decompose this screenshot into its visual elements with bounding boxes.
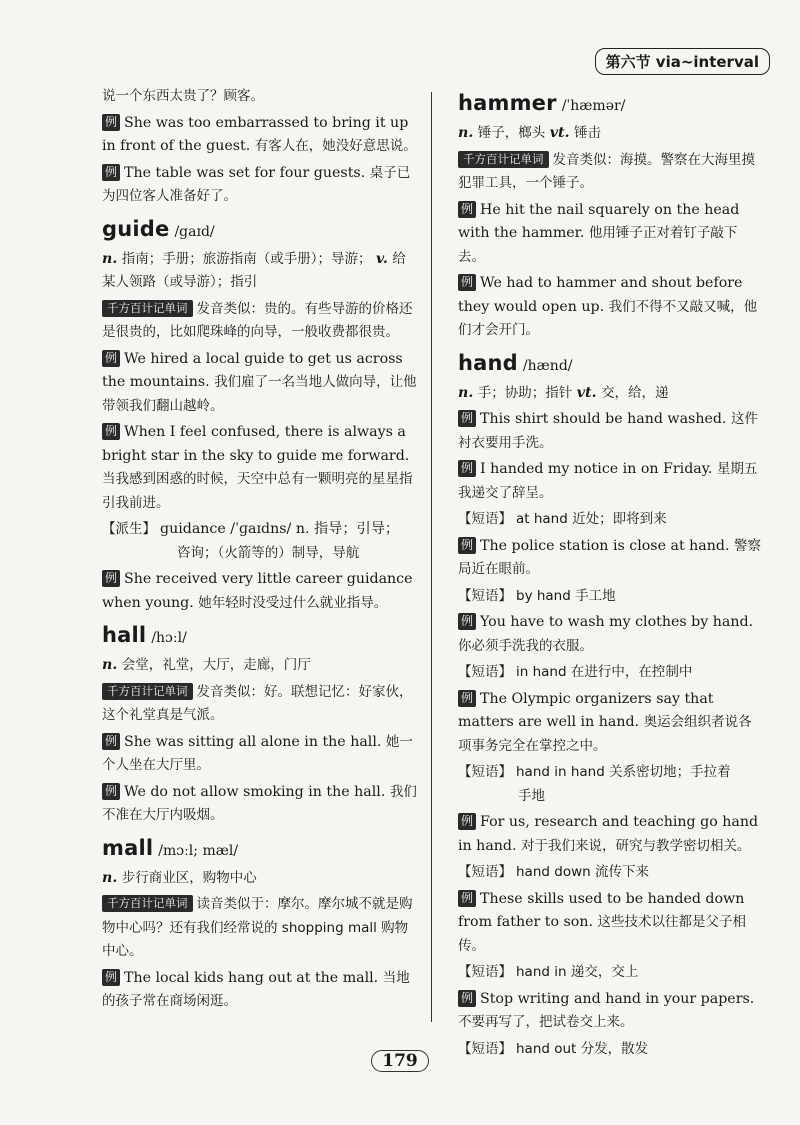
example-zh: 星期五我递交了辞呈。 (458, 461, 758, 501)
definition-line (458, 382, 764, 406)
example-tag: 例 (102, 114, 120, 131)
part-of-speech: n. (458, 125, 474, 141)
example-zh: 对于我们来说，研究与教学密切相关。 (521, 837, 751, 854)
mnemonic-text: 发音类似：好。联想记忆：好家伙，这个礼堂真是气派。 (102, 683, 413, 723)
example-block (458, 811, 764, 858)
example-block (458, 272, 764, 343)
derivative-block (102, 518, 417, 565)
example-tag: 例 (102, 783, 120, 800)
example-zh: 他用锤子正对着钉子敲下去。 (458, 225, 738, 265)
phrase-text: by hand 手工地 (516, 587, 616, 604)
example-zh: 你必须手洗我的衣服。 (458, 637, 593, 654)
example-zh: 这些技术以往都是父子相传。 (458, 914, 747, 954)
mnemonic-block (458, 149, 764, 196)
phrase-text: hand down 流传下来 (516, 864, 649, 880)
mnemonic-block (102, 298, 417, 345)
part-of-speech: vt. (549, 125, 570, 141)
example-tag: 例 (102, 423, 120, 440)
example-tag: 例 (102, 164, 120, 181)
example-tag: 例 (458, 201, 476, 218)
example-en: The local kids hang out at the mall. (124, 969, 379, 986)
derivative-text-cont: 咨询；（火箭等的）制导，导航 (177, 544, 360, 561)
example-zh: 不要再写了，把试卷交上来。 (458, 1014, 634, 1030)
phrase-block (458, 761, 764, 808)
example-en: The Olympic organizers say that matters are well in hand. (458, 690, 714, 730)
example-zh: 奥运会组织者说各项事务完全在掌控之中。 (458, 714, 752, 754)
phrase-tag: 【短语】 (458, 511, 512, 527)
example-block (102, 781, 417, 828)
example-tag: 例 (102, 570, 120, 587)
example-block (102, 348, 417, 419)
example-tag: 例 (458, 537, 476, 554)
mnemonic-block (102, 681, 417, 728)
derivative-text: guidance /ˈɡaɪdns/ n. 指导；引导； (160, 521, 400, 537)
mnemonic-tag: 千方百计记单词 (102, 895, 193, 912)
example-zh: 当我感到困惑的时候，天空中总有一颗明亮的星星指引我前进。 (102, 471, 413, 511)
example-block (102, 731, 417, 778)
example-block (458, 535, 764, 582)
definition: 会堂，礼堂，大厅，走廊，门厅 (121, 657, 311, 673)
part-of-speech: n. (102, 869, 118, 886)
example-en: We had to hammer and shout before they would open up. (458, 275, 743, 315)
phrase-text: hand in hand 关系密切地；手拉着 (516, 764, 731, 780)
example-tag: 例 (458, 613, 476, 630)
definition-line (102, 248, 417, 295)
example-tag: 例 (458, 274, 476, 291)
entry-mall (102, 834, 417, 1014)
headword: hand (458, 350, 518, 375)
part-of-speech: n. (458, 384, 474, 401)
phrase-block (458, 661, 764, 685)
section-header: 第六节 via~interval (595, 48, 770, 75)
example-tag: 例 (458, 990, 476, 1007)
column-divider (431, 92, 432, 1022)
example-zh: 警察局近在眼前。 (458, 537, 761, 577)
phrase-text: hand in 递交，交上 (516, 964, 639, 980)
entry-hand (458, 349, 764, 1062)
headword: guide (102, 216, 170, 241)
phonetic: /hɔːl/ (151, 630, 187, 646)
definition-line (102, 654, 417, 678)
left-column (102, 85, 417, 1017)
example-en: When I feel confused, there is always a bright star in the sky to guide me forward. (102, 424, 410, 464)
example-zh: 这件衬衣要用手洗。 (458, 411, 758, 451)
example-zh: 桌子已为四位客人准备好了。 (102, 164, 411, 204)
example-en: She was sitting all alone in the hall. (124, 733, 382, 750)
example-en: He hit the nail squarely on the head with the hammer. (458, 201, 740, 241)
example-tag: 例 (458, 410, 476, 427)
entry-hall (102, 621, 417, 828)
example-tag: 例 (102, 350, 120, 367)
headword: hall (102, 623, 147, 647)
phonetic: /hænd/ (522, 357, 573, 374)
example-en: This shirt should be hand washed. (480, 411, 727, 427)
example-zh: 她年轻时没受过什么就业指导。 (198, 594, 388, 611)
phrase-tag: 【短语】 (458, 864, 512, 880)
example-tag: 例 (458, 890, 476, 907)
mnemonic-tag: 千方百计记单词 (102, 300, 193, 317)
example-block (102, 162, 417, 209)
example-en: She was too embarrassed to bring it up in front of the guest. (102, 114, 409, 154)
example-zh: 我们雇了一名当地人做向导，让他带领我们翻山越岭。 (102, 374, 417, 414)
phrase-text: in hand 在进行中，在控制中 (516, 664, 693, 680)
example-block (102, 421, 417, 515)
headword: mall (102, 835, 154, 860)
right-column (458, 85, 764, 1064)
mnemonic-text: 读音类似于：摩尔。摩尔城不就是购物中心吗？还有我们经常说的 shopping mall 购物中心。 (102, 896, 413, 959)
example-block (458, 988, 764, 1035)
definition: 指南；手册；旅游指南（或手册）；导游； (121, 250, 372, 267)
example-block (102, 112, 417, 159)
example-en: We do not allow smoking in the hall. (124, 783, 386, 800)
example-tag: 例 (458, 690, 476, 707)
example-en: The table was set for four guests. (124, 164, 366, 181)
mnemonic-tag: 千方百计记单词 (458, 151, 549, 168)
phonetic: /gaɪd/ (174, 223, 215, 240)
example-zh: 有客人在，她没好意思说。 (254, 138, 417, 154)
phonetic: /mɔːl; mæl/ (158, 842, 239, 859)
example-block (102, 568, 417, 615)
example-block (102, 967, 417, 1014)
phrase-block (458, 585, 764, 609)
example-en: Stop writing and hand in your papers. (480, 990, 755, 1007)
example-en: These skills used to be handed down from father to son. (458, 890, 745, 930)
definition-line (458, 122, 764, 146)
phrase-tag: 【短语】 (458, 764, 512, 780)
example-tag: 例 (102, 969, 120, 986)
example-block (458, 199, 764, 270)
phrase-text-cont: 手地 (518, 787, 545, 804)
example-zh: 她一个人坐在大厅里。 (102, 733, 413, 773)
mnemonic-text: 发音类似：贵的。有些导游的价格还是很贵的，比如爬珠峰的向导，一般收费都很贵。 (102, 300, 413, 340)
example-tag: 例 (458, 813, 476, 830)
phrase-text: hand out 分发，散发 (516, 1040, 649, 1057)
phrase-tag: 【短语】 (458, 664, 512, 680)
example-block (458, 408, 764, 455)
headword: hammer (458, 91, 557, 115)
entry-hammer (458, 89, 764, 343)
entry-guide (102, 215, 417, 616)
page-number: 179 (371, 1050, 429, 1072)
mnemonic-tag: 千方百计记单词 (102, 683, 193, 700)
part-of-speech: n. (102, 657, 118, 673)
definition: 锤击 (574, 125, 602, 141)
example-en: We hired a local guide to get us across the mountains. (102, 350, 403, 390)
definition: 手；协助；指针 (477, 384, 573, 401)
phrase-tag: 【短语】 (458, 964, 512, 980)
definition: 锤子，榔头 (477, 125, 546, 141)
phrase-block (458, 961, 764, 985)
example-en: I handed my notice in on Friday. (480, 461, 713, 477)
example-en: You have to wash my clothes by hand. (480, 614, 754, 630)
part-of-speech: n. (102, 250, 118, 267)
example-block (458, 611, 764, 658)
example-zh: 当地的孩子常在商场闲逛。 (102, 969, 410, 1009)
phrase-tag: 【短语】 (458, 1040, 512, 1057)
derivative-tag: 【派生】 (102, 521, 156, 537)
definition: 交，给，递 (601, 384, 669, 401)
mnemonic-block (102, 893, 417, 964)
definition: 给某人领路（或导游）；指引 (102, 250, 406, 290)
example-block (458, 888, 764, 959)
example-en: For us, research and teaching go hand in hand. (458, 814, 759, 854)
phrase-text: at hand 近处；即将到来 (516, 511, 667, 527)
example-block (458, 688, 764, 759)
example-tag: 例 (102, 733, 120, 750)
definition-line (102, 867, 417, 891)
phonetic: /ˈhæmər/ (561, 98, 626, 114)
intro-text: 说一个东西太贵了？顾客。 (102, 88, 264, 104)
phrase-block (458, 861, 764, 885)
example-en: The police station is close at hand. (480, 537, 730, 554)
definition: 步行商业区，购物中心 (121, 869, 257, 886)
part-of-speech: vt. (576, 384, 597, 401)
part-of-speech: v. (376, 250, 388, 267)
mnemonic-text: 发音类似：海摸。警察在大海里摸犯罪工具，一个锤子。 (458, 151, 755, 191)
phrase-tag: 【短语】 (458, 587, 512, 604)
example-zh: 我们不准在大厅内吸烟。 (102, 783, 417, 823)
example-tag: 例 (458, 460, 476, 477)
example-zh: 我们不得不又敲又喊，他们才会开门。 (458, 298, 758, 338)
example-block (458, 458, 764, 505)
phrase-block (458, 508, 764, 532)
example-en: She received very little career guidance when young. (102, 571, 413, 611)
